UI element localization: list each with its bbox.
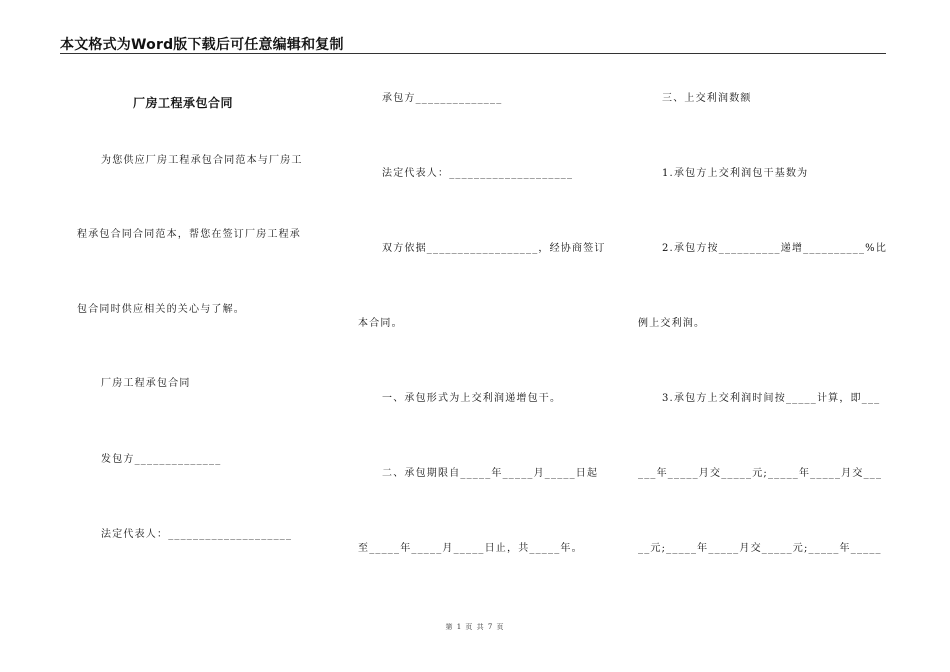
col3-line-1: 三、上交利润数额: [662, 93, 752, 104]
col1-line-5: 发包方______________: [101, 454, 222, 465]
col2-line-2: 法定代表人：____________________: [382, 168, 574, 179]
col2-line-4: 本合同。: [358, 318, 403, 329]
page-number: 第 1 页 共 7 页: [445, 623, 505, 631]
col1-line-1: 为您供应厂房工程承包合同范本与厂房工: [101, 155, 303, 166]
document-header: 本文格式为Word版下载后可任意编辑和复制: [60, 37, 344, 53]
col2-line-3: 双方依据__________________，经协商签订: [382, 243, 606, 254]
col2-line-5: 一、承包形式为上交利润递增包干。: [382, 393, 562, 404]
col2-line-1: 承包方______________: [382, 93, 503, 104]
col2-line-6: 二、承包期限自_____年_____月_____日起: [382, 468, 599, 479]
col3-line-7: __元;_____年_____月交_____元;_____年_____: [638, 543, 882, 554]
col3-line-3: 2.承包方按__________递增__________%比: [662, 243, 888, 254]
col3-line-6: ___年_____月交_____元;_____年_____月交___: [638, 468, 883, 479]
col3-line-4: 例上交利润。: [638, 318, 706, 329]
col1-line-2: 程承包合同合同范本，帮您在签订厂房工程承: [77, 229, 301, 240]
col3-line-2: 1.承包方上交利润包干基数为: [662, 168, 809, 179]
header-rule: [60, 53, 886, 54]
col2-line-7: 至_____年_____月_____日止，共_____年。: [358, 543, 583, 554]
document-title: 厂房工程承包合同: [133, 96, 234, 110]
col1-line-6: 法定代表人：____________________: [101, 529, 293, 540]
col1-line-3: 包合同时供应相关的关心与了解。: [77, 304, 245, 315]
col3-line-5: 3.承包方上交利润时间按_____计算，即___: [662, 393, 881, 404]
col1-line-4: 厂房工程承包合同: [101, 378, 191, 389]
